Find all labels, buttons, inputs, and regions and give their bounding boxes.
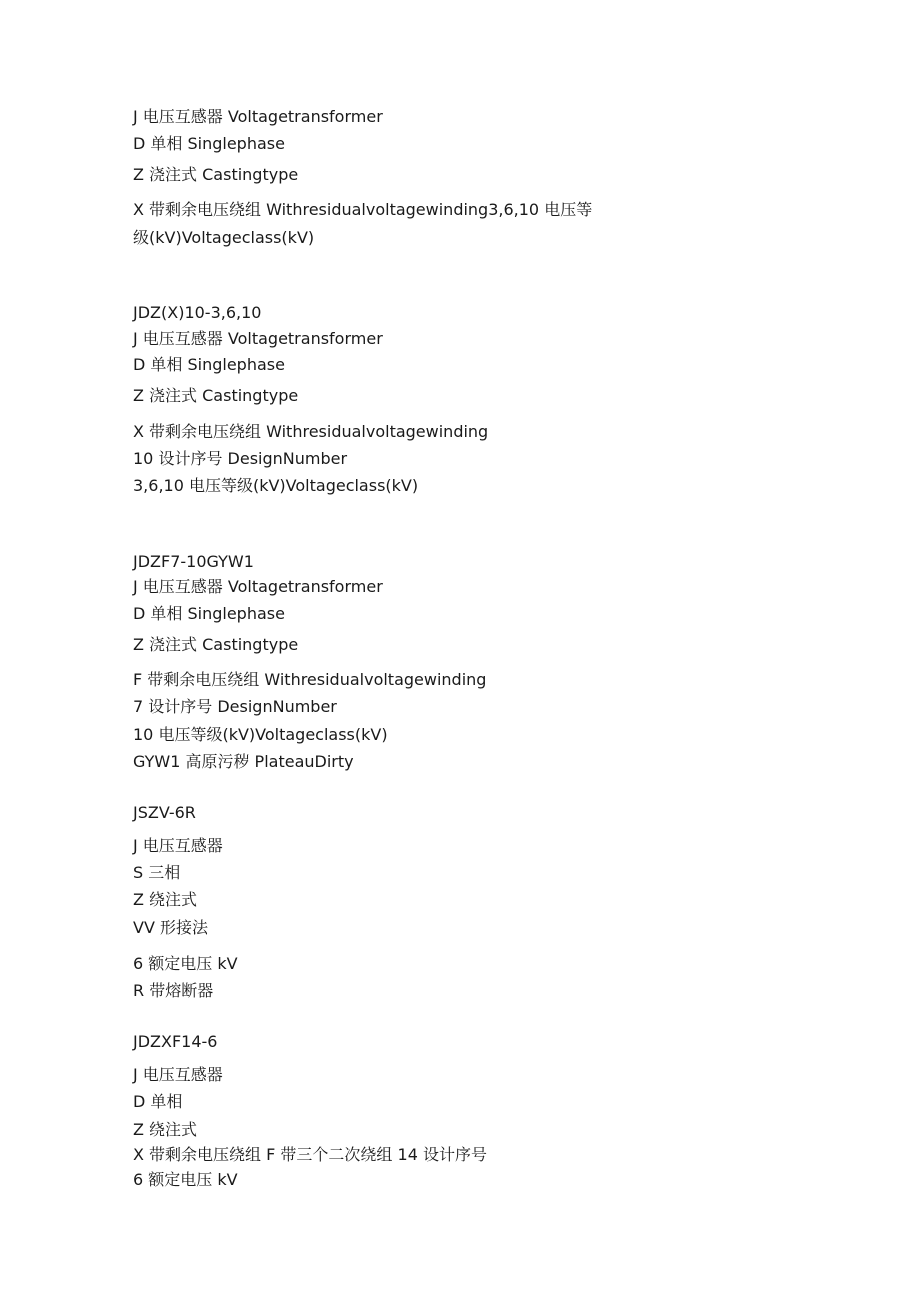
- text-line: 级(kV)Voltageclass(kV): [133, 228, 315, 247]
- text-line: J 电压互感器: [133, 1065, 223, 1084]
- text-line: S 三相: [133, 863, 181, 882]
- model-heading: JSZV-6R: [133, 803, 196, 822]
- text-line: Z 绕注式: [133, 1120, 198, 1139]
- text-line: X 带剩余电压绕组 F 带三个二次绕组 14 设计序号: [133, 1145, 487, 1164]
- text-line: X 带剩余电压绕组 Withresidualvoltagewinding3,6,10 电压等: [133, 200, 593, 219]
- text-line: Z 绕注式: [133, 890, 198, 909]
- text-line: 6 额定电压 kV: [133, 1170, 238, 1189]
- text-line: VV 形接法: [133, 918, 208, 937]
- text-line: D 单相 Singlephase: [133, 355, 285, 374]
- text-line: D 单相 Singlephase: [133, 604, 285, 623]
- text-line: J 电压互感器 Voltagetransformer: [133, 107, 383, 126]
- text-line: F 带剩余电压绕组 Withresidualvoltagewinding: [133, 670, 487, 689]
- document-page: [133, 0, 873, 1301]
- text-line: 10 设计序号 DesignNumber: [133, 449, 348, 468]
- text-line: J 电压互感器 Voltagetransformer: [133, 577, 383, 596]
- text-line: D 单相: [133, 1092, 183, 1111]
- text-line: GYW1 高原污秽 PlateauDirty: [133, 752, 354, 771]
- text-line: Z 浇注式 Castingtype: [133, 165, 299, 184]
- text-line: D 单相 Singlephase: [133, 134, 285, 153]
- text-line: R 带熔断器: [133, 981, 214, 1000]
- text-line: 10 电压等级(kV)Voltageclass(kV): [133, 725, 388, 744]
- text-line: J 电压互感器: [133, 836, 223, 855]
- text-line: X 带剩余电压绕组 Withresidualvoltagewinding: [133, 422, 489, 441]
- text-line: 6 额定电压 kV: [133, 954, 238, 973]
- model-heading: JDZXF14-6: [133, 1032, 218, 1051]
- model-heading: JDZF7-10GYW1: [133, 552, 254, 571]
- text-line: J 电压互感器 Voltagetransformer: [133, 329, 383, 348]
- text-line: 7 设计序号 DesignNumber: [133, 697, 337, 716]
- model-heading: JDZ(X)10-3,6,10: [133, 303, 262, 322]
- text-line: Z 浇注式 Castingtype: [133, 635, 299, 654]
- text-line: Z 浇注式 Castingtype: [133, 386, 299, 405]
- text-line: 3,6,10 电压等级(kV)Voltageclass(kV): [133, 476, 419, 495]
